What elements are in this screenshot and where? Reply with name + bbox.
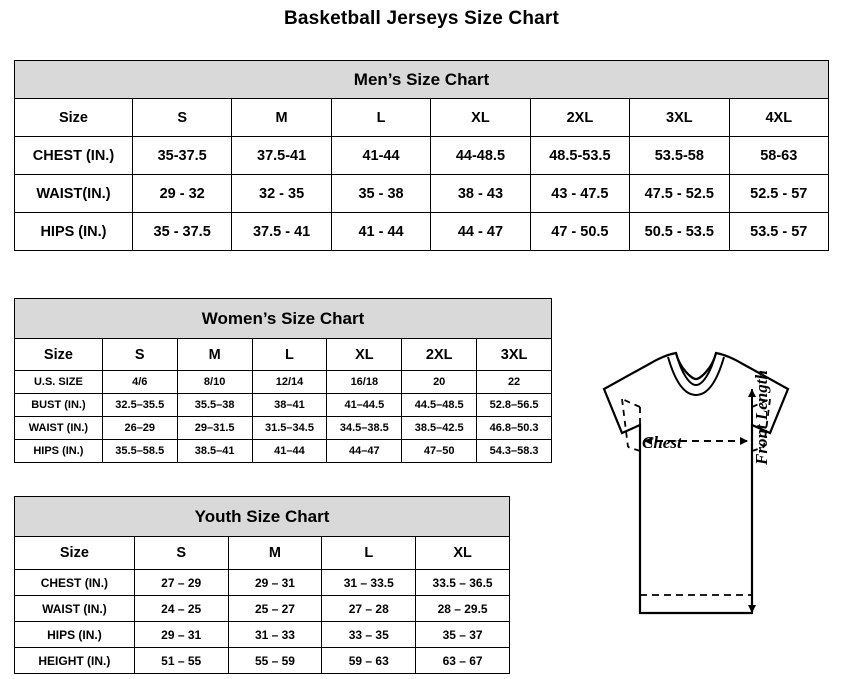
table-header-row <box>15 339 552 371</box>
table-cell: 33 – 35 <box>322 622 416 648</box>
table-cell: 41-44 <box>331 137 430 175</box>
table-cell: 35.5–38 <box>177 394 252 417</box>
table-cell: 24 – 25 <box>134 596 228 622</box>
table-cell: 37.5 - 41 <box>232 213 331 251</box>
table-cell: 20 <box>402 371 477 394</box>
table-cell: 38 - 43 <box>431 175 530 213</box>
table-cell: 27 – 29 <box>134 570 228 596</box>
table-cell: 32 - 35 <box>232 175 331 213</box>
youth-size-chart-table <box>14 496 510 674</box>
row-label: HIPS (IN.) <box>15 213 133 251</box>
table-caption-row <box>15 497 510 537</box>
table-cell: 16/18 <box>327 371 402 394</box>
table-cell: 59 – 63 <box>322 648 416 674</box>
table-cell: 44–47 <box>327 440 402 463</box>
table-header-row <box>15 99 829 137</box>
table-cell: 29 – 31 <box>228 570 322 596</box>
table-cell: 38.5–42.5 <box>402 417 477 440</box>
table-cell: 41–44.5 <box>327 394 402 417</box>
column-header: Size <box>15 339 103 371</box>
table-row <box>15 648 510 674</box>
table-cell: 47.5 - 52.5 <box>630 175 729 213</box>
table-cell: 35-37.5 <box>132 137 231 175</box>
column-header: S <box>102 339 177 371</box>
table-cell: 27 – 28 <box>322 596 416 622</box>
table-cell: 38–41 <box>252 394 327 417</box>
column-header: XL <box>327 339 402 371</box>
table-cell: 47–50 <box>402 440 477 463</box>
row-label: HEIGHT (IN.) <box>15 648 135 674</box>
table-row <box>15 394 552 417</box>
table-cell: 35 - 37.5 <box>132 213 231 251</box>
table-row <box>15 213 829 251</box>
table-cell: 31.5–34.5 <box>252 417 327 440</box>
row-label: WAIST (IN.) <box>15 417 103 440</box>
table-cell: 54.3–58.3 <box>477 440 552 463</box>
table-cell: 37.5-41 <box>232 137 331 175</box>
column-header: 4XL <box>729 99 828 137</box>
column-header: 2XL <box>530 99 629 137</box>
table-caption-row <box>15 299 552 339</box>
column-header: XL <box>416 537 510 570</box>
table-cell: 35 – 37 <box>416 622 510 648</box>
column-header: M <box>228 537 322 570</box>
table-cell: 29–31.5 <box>177 417 252 440</box>
column-header: Size <box>15 99 133 137</box>
youth-chart-caption: Youth Size Chart <box>15 497 510 537</box>
table-row <box>15 440 552 463</box>
table-cell: 58-63 <box>729 137 828 175</box>
table-caption-row <box>15 61 829 99</box>
table-row <box>15 175 829 213</box>
table-cell: 44.5–48.5 <box>402 394 477 417</box>
table-cell: 26–29 <box>102 417 177 440</box>
table-header-row <box>15 537 510 570</box>
row-label: CHEST (IN.) <box>15 570 135 596</box>
table-row <box>15 570 510 596</box>
table-cell: 31 – 33 <box>228 622 322 648</box>
table-cell: 29 – 31 <box>134 622 228 648</box>
table-row <box>15 371 552 394</box>
row-label: WAIST(IN.) <box>15 175 133 213</box>
column-header: 3XL <box>630 99 729 137</box>
table-cell: 4/6 <box>102 371 177 394</box>
table-cell: 32.5–35.5 <box>102 394 177 417</box>
row-label: BUST (IN.) <box>15 394 103 417</box>
column-header: S <box>132 99 231 137</box>
column-header: 2XL <box>402 339 477 371</box>
row-label: CHEST (IN.) <box>15 137 133 175</box>
table-cell: 35 - 38 <box>331 175 430 213</box>
table-row <box>15 622 510 648</box>
table-row <box>15 137 829 175</box>
womens-chart-caption: Women’s Size Chart <box>15 299 552 339</box>
table-cell: 48.5-53.5 <box>530 137 629 175</box>
table-cell: 22 <box>477 371 552 394</box>
table-cell: 29 - 32 <box>132 175 231 213</box>
mens-size-chart-table <box>14 60 829 251</box>
column-header: L <box>252 339 327 371</box>
page-title: Basketball Jerseys Size Chart <box>283 8 560 29</box>
table-cell: 63 – 67 <box>416 648 510 674</box>
table-cell: 25 – 27 <box>228 596 322 622</box>
table-cell: 8/10 <box>177 371 252 394</box>
front-length-dimension-label: Front Length <box>752 370 771 465</box>
table-cell: 34.5–38.5 <box>327 417 402 440</box>
table-cell: 50.5 - 53.5 <box>630 213 729 251</box>
row-label: U.S. SIZE <box>15 371 103 394</box>
jersey-outline-icon <box>556 345 836 665</box>
womens-size-chart-table <box>14 298 552 463</box>
column-header: L <box>322 537 416 570</box>
table-row <box>15 417 552 440</box>
table-cell: 38.5–41 <box>177 440 252 463</box>
column-header: Size <box>15 537 135 570</box>
row-label: WAIST (IN.) <box>15 596 135 622</box>
table-cell: 52.8–56.5 <box>477 394 552 417</box>
table-cell: 33.5 – 36.5 <box>416 570 510 596</box>
table-cell: 44 - 47 <box>431 213 530 251</box>
chest-dimension-label: Chest <box>642 433 682 452</box>
column-header: M <box>177 339 252 371</box>
mens-chart-caption: Men’s Size Chart <box>15 61 829 99</box>
column-header: L <box>331 99 430 137</box>
column-header: M <box>232 99 331 137</box>
column-header: 3XL <box>477 339 552 371</box>
table-cell: 52.5 - 57 <box>729 175 828 213</box>
table-row <box>15 596 510 622</box>
table-cell: 12/14 <box>252 371 327 394</box>
table-cell: 41 - 44 <box>331 213 430 251</box>
table-cell: 43 - 47.5 <box>530 175 629 213</box>
jersey-measurement-diagram <box>556 345 836 665</box>
table-cell: 28 – 29.5 <box>416 596 510 622</box>
column-header: XL <box>431 99 530 137</box>
table-cell: 41–44 <box>252 440 327 463</box>
table-cell: 55 – 59 <box>228 648 322 674</box>
table-cell: 53.5 - 57 <box>729 213 828 251</box>
row-label: HIPS (IN.) <box>15 440 103 463</box>
table-cell: 47 - 50.5 <box>530 213 629 251</box>
column-header: S <box>134 537 228 570</box>
row-label: HIPS (IN.) <box>15 622 135 648</box>
table-cell: 51 – 55 <box>134 648 228 674</box>
table-cell: 44-48.5 <box>431 137 530 175</box>
table-cell: 53.5-58 <box>630 137 729 175</box>
table-cell: 46.8–50.3 <box>477 417 552 440</box>
table-cell: 31 – 33.5 <box>322 570 416 596</box>
table-cell: 35.5–58.5 <box>102 440 177 463</box>
